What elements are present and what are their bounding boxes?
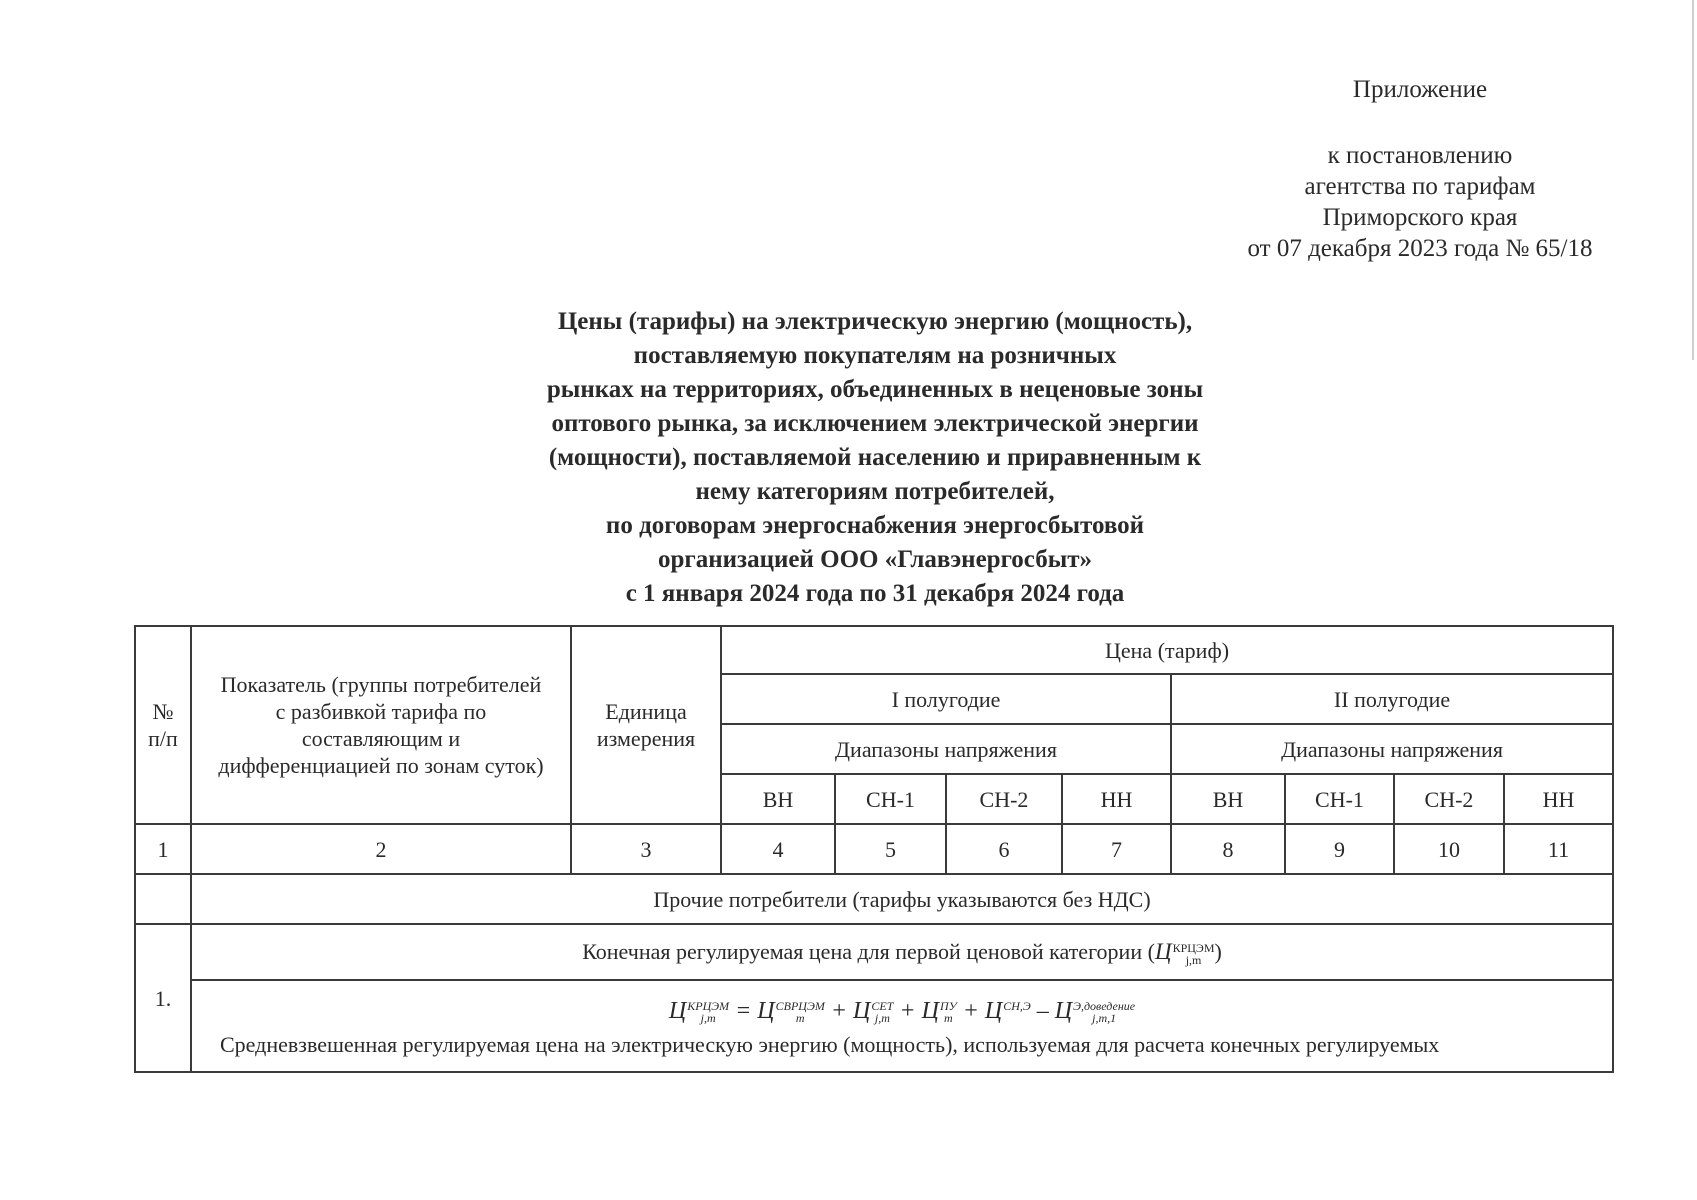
- column-number-row: [135, 824, 1613, 874]
- appendix-date-line: от 07 декабря 2023 года № 65/18: [1247, 235, 1593, 262]
- appendix-title: Приложение: [1352, 76, 1488, 103]
- formula-sub: m: [943, 1011, 953, 1026]
- appendix-line: к постановлению: [1327, 142, 1513, 169]
- title-line: нему категориям потребителей,: [695, 478, 1055, 505]
- voltage-level-cell: СН-2: [946, 774, 1062, 824]
- column-number-cell: 7: [1062, 824, 1171, 874]
- voltage-level-cell: ВН: [1171, 774, 1285, 824]
- voltage-level-cell: СН-1: [835, 774, 946, 824]
- item-row: [135, 924, 1613, 980]
- item-number: 1.: [135, 924, 191, 1072]
- column-number-cell: 3: [571, 824, 721, 874]
- formula-sub: j,m,1: [1092, 1011, 1117, 1026]
- voltage-level-cell: ВН: [721, 774, 835, 824]
- formula-sup: СЕТ: [871, 999, 894, 1014]
- item-symbol-sub: j,m: [1185, 952, 1202, 967]
- formula-term: Ц: [757, 998, 775, 1024]
- header-indicator-line: дифференциацией по зонам суток): [218, 753, 544, 778]
- formula-term: Ц: [668, 998, 687, 1024]
- header-voltage-1: Диапазоны напряжения: [721, 724, 1171, 774]
- title-line: (мощности), поставляемой населению и приравненным к: [548, 444, 1202, 471]
- header-num-symbol: №: [152, 699, 174, 724]
- price-formula: Ц КРЦЭМ j,m = Ц СВРЦЭМ m + Ц СЕТ j,m + Ц ПУ m + Ц СН,Э – Ц Э,доведение j,m,1: [668, 998, 1136, 1026]
- title-line: оптового рынка, за исключением электрической энергии: [551, 410, 1199, 437]
- title-line: Цены (тарифы) на электрическую энергию (мощность),: [557, 308, 1193, 335]
- column-number-cell: 1: [135, 824, 191, 874]
- scan-edge: [1692, 0, 1694, 360]
- item-label: Конечная регулируемая цена для первой ценовой категории: [582, 939, 1143, 965]
- formula-sup: СВРЦЭМ: [775, 999, 825, 1014]
- formula-cell: [191, 980, 1613, 1072]
- column-number-cell: 5: [835, 824, 946, 874]
- truncated-description: Средневзвешенная регулируемая цена на электрическую энергию (мощность), используемая для расчета конечных регулируемых: [220, 1032, 1440, 1057]
- title-line: рынках на территориях, объединенных в неценовые зоны: [546, 376, 1204, 403]
- column-number-cell: 4: [721, 824, 835, 874]
- header-unit-line: измерения: [596, 726, 696, 751]
- column-number-cell: 2: [191, 824, 571, 874]
- header-num: [135, 626, 191, 824]
- header-half-2: II полугодие: [1171, 674, 1613, 724]
- section-row: [135, 874, 1613, 924]
- column-number-cell: 9: [1285, 824, 1394, 874]
- title-line: с 1 января 2024 года по 31 декабря 2024 года: [625, 580, 1125, 607]
- voltage-level-cell: НН: [1504, 774, 1613, 824]
- header-num-text: п/п: [148, 726, 178, 751]
- header-indicator-line: Показатель (группы потребителей: [220, 672, 542, 697]
- formula-sub: j,m: [874, 1011, 890, 1026]
- formula-term: Ц: [1054, 998, 1073, 1024]
- header-voltage-2: Диапазоны напряжения: [1171, 724, 1613, 774]
- formula-row: [135, 980, 1613, 1072]
- header-price: Цена (тариф): [721, 626, 1613, 674]
- formula-sub: m: [795, 1011, 805, 1026]
- title-line: по договорам энергоснабжения энергосбытовой: [605, 512, 1145, 539]
- title-line: организацией ООО «Главэнергосбыт»: [657, 546, 1092, 573]
- appendix-details: [1180, 140, 1660, 264]
- section-num-cell: [135, 874, 191, 924]
- title-line: поставляемую покупателям на розничных: [633, 342, 1117, 369]
- document-title: [440, 305, 1310, 611]
- item-symbol-base: Ц: [1154, 939, 1172, 965]
- formula-term: Ц: [921, 998, 939, 1024]
- voltage-level-cell: СН-2: [1394, 774, 1504, 824]
- column-number-cell: 8: [1171, 824, 1285, 874]
- formula-sub: j,m: [700, 1011, 716, 1026]
- column-number-cell: 6: [946, 824, 1062, 874]
- appendix-line: агентства по тарифам: [1304, 173, 1536, 200]
- header-half-1: I полугодие: [721, 674, 1171, 724]
- section-title: Прочие потребители (тарифы указываются без НДС): [191, 874, 1613, 924]
- voltage-level-cell: СН-1: [1285, 774, 1394, 824]
- formula-sup: СН,Э: [1003, 999, 1031, 1014]
- formula-sup: КРЦЭМ: [687, 999, 730, 1014]
- voltage-level-cell: НН: [1062, 774, 1171, 824]
- column-number-cell: 10: [1394, 824, 1504, 874]
- header-indicator: [191, 626, 571, 824]
- formula-term: Ц: [984, 998, 1003, 1024]
- item-label-cell: [191, 924, 1613, 980]
- header-unit-line: Единица: [605, 699, 687, 724]
- tariff-table: [134, 625, 1614, 1073]
- formula-sup: Э,доведение: [1073, 999, 1136, 1014]
- formula-sup: ПУ: [939, 999, 957, 1014]
- header-indicator-line: с разбивкой тарифа по: [275, 699, 487, 724]
- appendix-line: Приморского края: [1322, 204, 1518, 231]
- formula-sub: [1003, 1012, 1031, 1024]
- formula-term: Ц: [853, 998, 871, 1024]
- header-unit: [571, 626, 721, 824]
- item-symbol: (Ц КРЦЭМ j,m ): [1147, 939, 1222, 967]
- item-symbol-sup: КРЦЭМ: [1172, 940, 1215, 955]
- header-indicator-line: составляющим и: [301, 726, 461, 751]
- column-number-cell: 11: [1504, 824, 1613, 874]
